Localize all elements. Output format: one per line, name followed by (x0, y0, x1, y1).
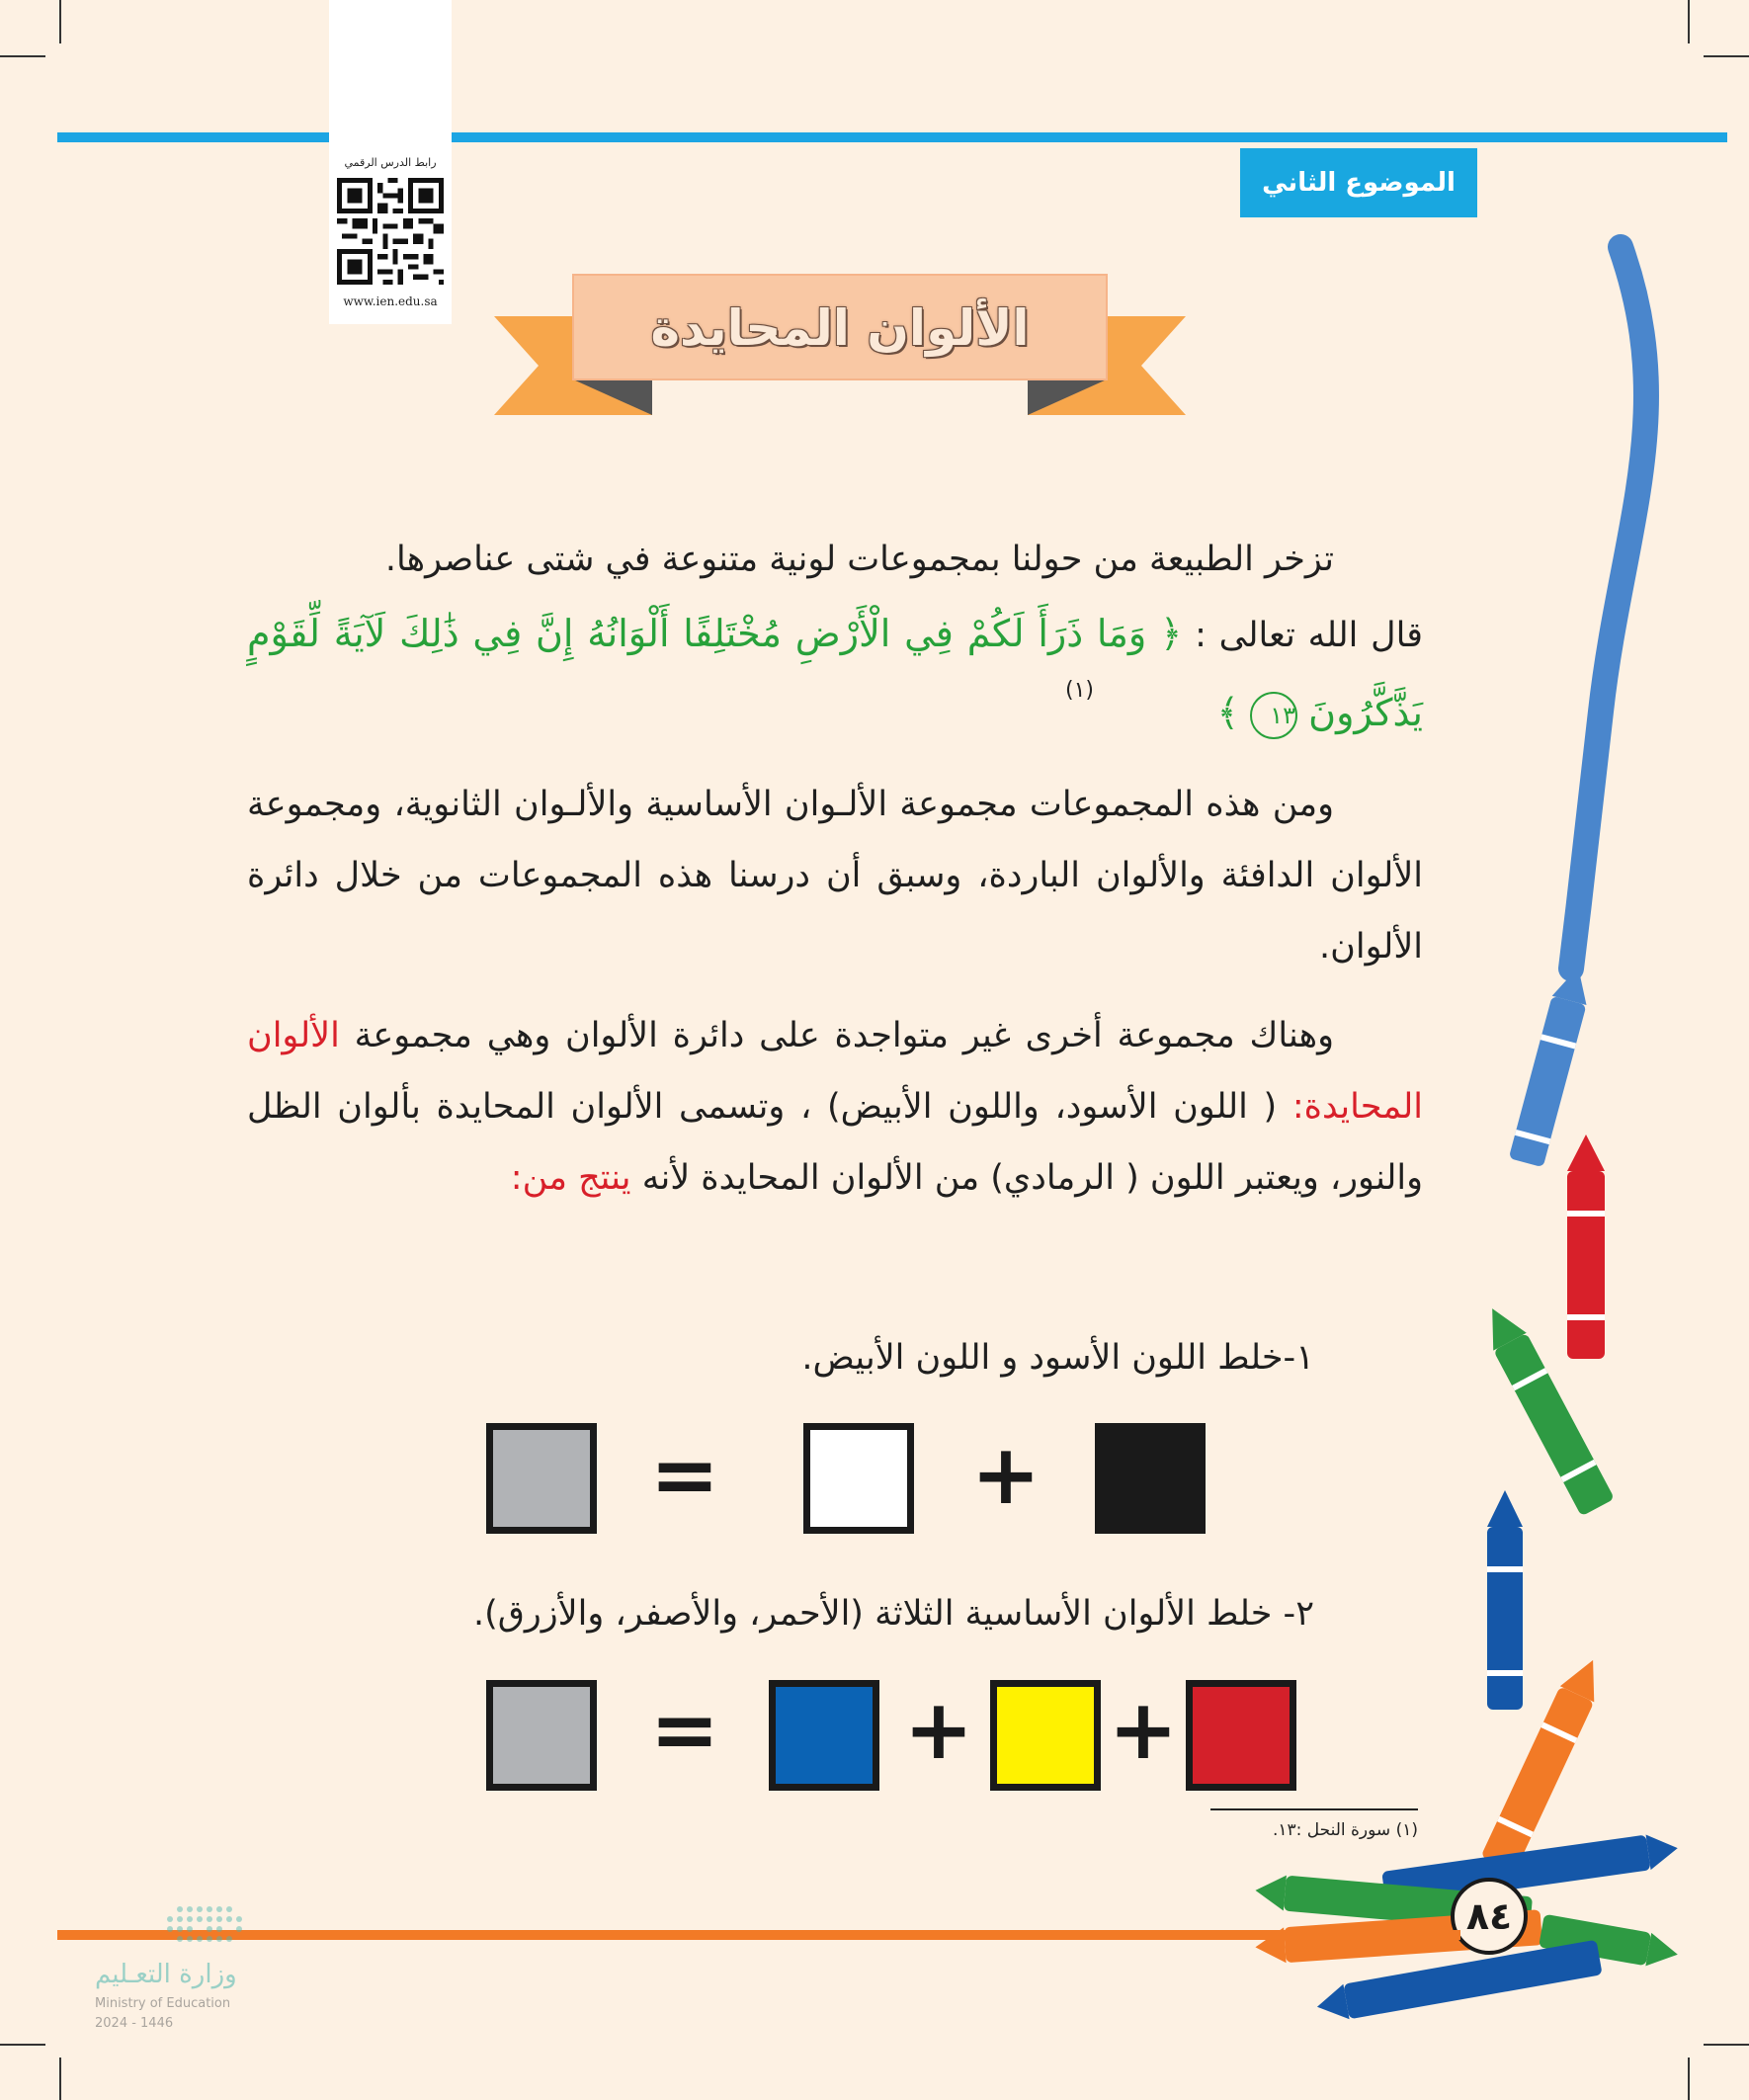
blue-paint-stroke (1571, 247, 1646, 968)
neutral-highlight: الألوان المحايدة: (247, 1016, 1423, 1127)
intro-text: تزخر الطبيعة من حولنا بمجموعات لونية متنوعة في شتى عناصرها. (384, 540, 1334, 579)
method-1-text: ١-خلط اللون الأسود و اللون الأبيض. (801, 1338, 1314, 1378)
footnote: (١) سورة النحل :١٣. (1272, 1820, 1418, 1840)
topic-label: الموضوع الثاني (1240, 148, 1477, 217)
method-2-text: ٢- خلط الألوان الأساسية الثلاثة (الأحمر، والأصفر، والأزرق). (472, 1594, 1314, 1634)
ministry-name-en: Ministry of Education (95, 1996, 231, 2011)
plus-sign: + (970, 1426, 1041, 1523)
groups-text: ومن هذه المجموعات مجموعة الألـوان الأساسية والألـوان الثانوية، ومجموعة الألوان الدافئة والألوان الباردة، وسبق أن درسنا هذه المجموعات من خلال دائرة الألوان. (247, 785, 1423, 966)
equals-sign: = (649, 1681, 720, 1778)
ministry-year: 2024 - 1446 (95, 2016, 174, 2031)
qr-caption: رابط الدرس الرقمي (344, 156, 437, 169)
neutral-text-1: وهناك مجموعة أخرى غير متواجدة على دائرة الألوان وهي مجموعة (354, 1016, 1334, 1055)
crayon-light-blue-icon (1509, 963, 1596, 1167)
plus-sign: + (903, 1681, 974, 1778)
quran-verse: ﴿ وَمَا ذَرَأَ لَكُمْ فِي الْأَرْضِ مُخْتَلِفًا أَلْوَانُهُ إِنَّ فِي ذَٰلِكَ لَآيَةً لِّقَوْمٍ يَذَّكَّرُونَ (247, 612, 1423, 734)
neutral-text-2: ( اللون الأسود، واللون الأبيض) ، وتسمى الألوان المحايدة بألوان الظل والنور، ويعتبر اللون ( الرمادي) من الألوان المحايدة لأنه (247, 1087, 1423, 1198)
plus-sign: + (1108, 1681, 1179, 1778)
ayah-number: ١٣ (1250, 692, 1297, 739)
equals-sign: = (649, 1426, 720, 1523)
ministry-name-ar: وزارة التعـليم (95, 1960, 237, 1989)
crayon-red-icon (1567, 1134, 1605, 1359)
lesson-title: الألوان المحايدة (650, 299, 1030, 357)
neutral-highlight-2: ينتج من: (510, 1158, 631, 1198)
quote-lead: قال الله تعالى : (1195, 616, 1424, 655)
quran-close: ﴾ (1216, 691, 1239, 734)
page-number: ٨٤ (1451, 1878, 1528, 1955)
crayon-dark-blue-icon (1487, 1490, 1523, 1710)
footnote-mark: (١) (1065, 678, 1095, 703)
qr-url-link[interactable]: www.ien.edu.sa (343, 294, 438, 308)
